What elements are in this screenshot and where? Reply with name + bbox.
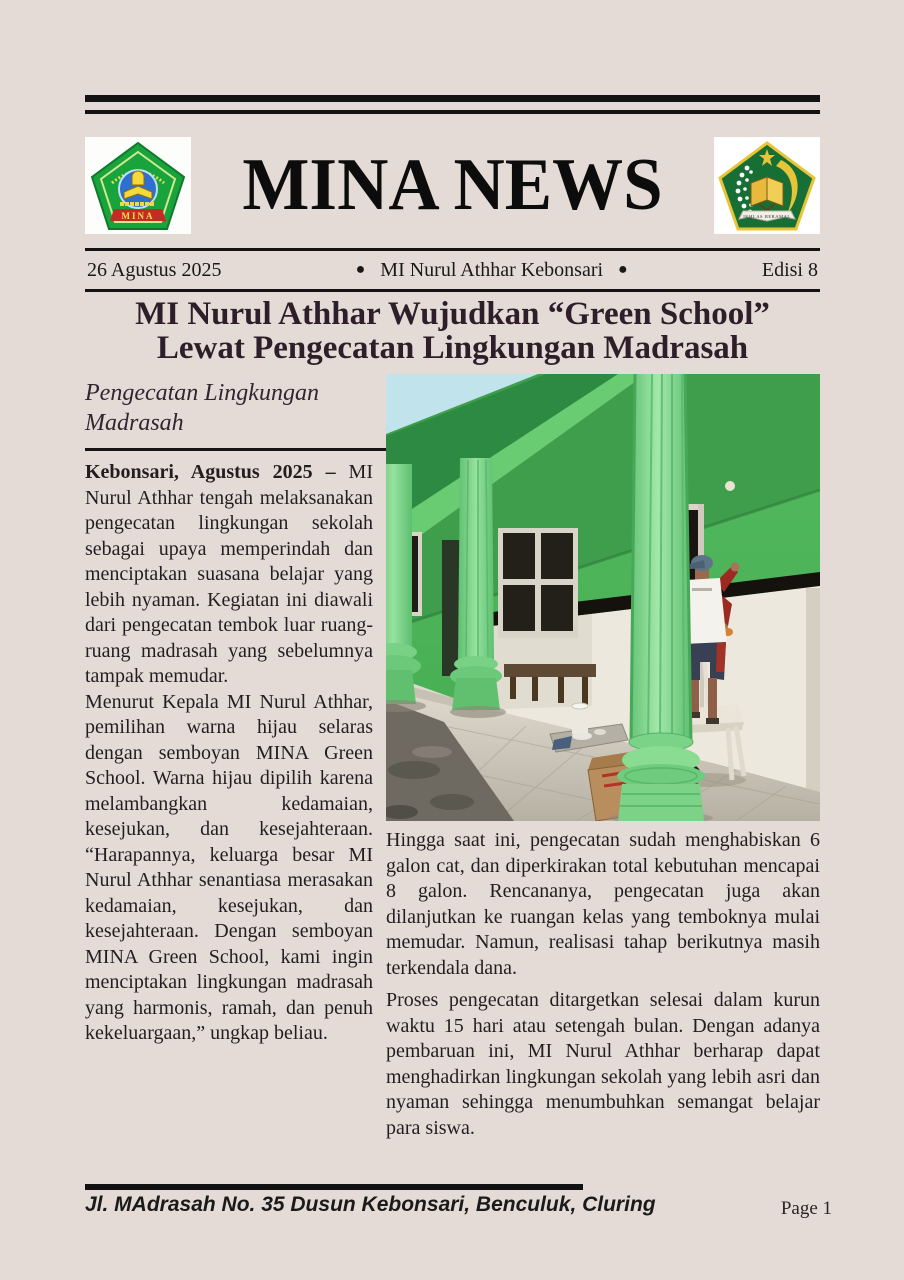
- top-rule-thin: [85, 110, 820, 114]
- headline-line1: MI Nurul Athhar Wujudkan “Green School”: [135, 296, 770, 332]
- article-subheading: Pengecatan Lingkungan Madrasah: [85, 380, 319, 436]
- dateline-date: 26 Agustus 2025: [87, 259, 222, 281]
- newsletter-page: [85, 0, 820, 1141]
- kemenag-logo: [714, 137, 820, 234]
- dateline: [85, 251, 820, 289]
- mina-school-logo-emblem: [88, 139, 188, 231]
- top-rule-thick: [85, 95, 820, 102]
- article-body: [85, 374, 820, 1141]
- kemenag-logo-ribbon-text: IKHLAS BERAMAL: [743, 214, 791, 219]
- left-paragraph-2: Menurut Kepala MI Nurul Athhar, pemilihan warna hijau selaras dengan semboyan MINA Green School. Warna hijau dipilih karena melambangkan kedamaian, kesejukan, dan kesejahteraan. “Harapannya, keluarga besar MI Nurul Athhar senantiasa merasakan kedamaian, kesejukan, dan kesejahteraan. Dengan semboyan MINA Green School, kami ingin menciptakan lingkungan madrasah yang harmonis, ramah, dan penuh kekeluargaan,” ungkap beliau.: [85, 690, 373, 1044]
- dateline-school-name: MI Nurul Athhar Kebonsari: [380, 259, 604, 281]
- page-footer: [85, 1184, 832, 1220]
- article-headline: [85, 297, 820, 365]
- newsletter-title: MINA NEWS: [242, 143, 663, 226]
- dateline-edition: Edisi 8: [761, 259, 818, 281]
- kemenag-logo-emblem: [715, 138, 819, 232]
- mina-logo-ribbon-text: MINA: [121, 211, 155, 221]
- right-paragraph-2: Proses pengecatan ditargetkan selesai dalam kurun waktu 15 hari atau setengah bulan. Dengan adanya pembaruan ini, MI Nurul Athhar berharap dapat menghadirkan lingkungan sekolah yang lebih asri dan nyaman sehingga menumbuhkan semangat belajar para siswa.: [386, 989, 820, 1139]
- article-photo: [386, 374, 820, 821]
- bullet-icon: ●: [618, 260, 628, 278]
- bullet-icon: ●: [355, 260, 366, 278]
- right-column: [386, 374, 820, 1141]
- masthead: [85, 136, 820, 234]
- dateline-center: [356, 259, 628, 282]
- footer-address: Jl. MAdrasah No. 35 Dusun Kebonsari, Benculuk, Cluring: [85, 1193, 656, 1216]
- mina-school-logo: [85, 137, 191, 234]
- lead-paragraph: [85, 460, 373, 690]
- lead-paragraph-text: MI Nurul Athhar tengah melaksanakan pengecatan lingkungan sekolah sebagai upaya memperindah dan menciptakan suasana belajar yang lebih nyaman. Kegiatan ini diawali dari pengecatan tembok luar ruang-ruang madrasah yang sebelumnya tampak memudar.: [85, 461, 373, 687]
- dateline-bottom-rule: [85, 289, 820, 292]
- left-column: [85, 374, 373, 1141]
- headline-line2: Lewat Pengecatan Lingkungan Madrasah: [156, 330, 749, 366]
- right-paragraph-1: Hingga saat ini, pengecatan sudah menghabiskan 6 galon cat, dan diperkirakan total kebutuhan mencapai 8 galon. Rencananya, pengecatan juga akan dilanjutkan ke ruangan kelas yang temboknya mulai memudar. Namun, realisasi tahap berikutnya masih terkendala dana.: [386, 829, 820, 979]
- subheading-rule: [85, 448, 388, 451]
- lead-dateline-bold: Kebonsari, Agustus 2025 –: [85, 461, 336, 483]
- page-number: Page 1: [780, 1198, 832, 1219]
